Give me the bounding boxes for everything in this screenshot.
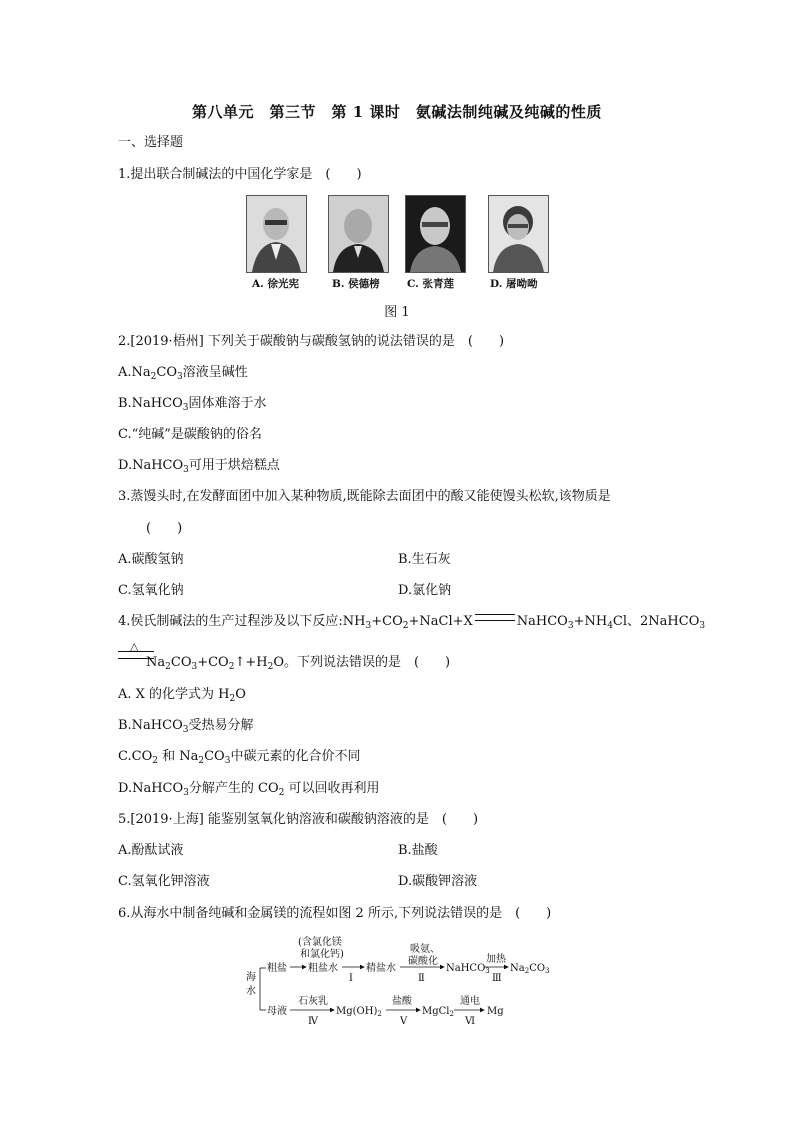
q2-option-c: C.“纯碱”是碳酸钠的俗名 [118, 427, 262, 442]
portrait-photo-d [488, 195, 549, 273]
flow-crude-brine: 粗盐水 [308, 963, 338, 974]
page-title: 第八单元 第三节 第 1 课时 氨碱法制纯碱及纯碱的性质 [192, 103, 602, 121]
q2-option-d: D.NaHCO$_3$可用于烘焙糕点 [118, 458, 280, 475]
flow-step-5: Ⅴ [400, 1016, 408, 1027]
flow-step-3: Ⅲ [492, 973, 502, 984]
flow-absorb-1: 吸氨、 [410, 944, 440, 955]
flow-nahco3: NaHCO$_3$ [446, 963, 490, 975]
q4-option-a: A. X 的化学式为 $H_2O$ [118, 687, 246, 704]
question-3-stem: 3.蒸馒头时,在发酵面团中加入某种物质,既能除去面团中的酸又能使馒头松软,该物质是 [118, 489, 611, 504]
flow-note-2: 和氯化钙) [300, 949, 344, 960]
heating-condition-symbol: △ [130, 640, 139, 653]
section-heading: 一、选择题 [118, 135, 184, 150]
q3-option-a: A.碳酸氢钠 [118, 552, 184, 567]
question-3-answer-paren: ( ) [146, 521, 183, 536]
flow-mother-liquor: 母液 [267, 1006, 287, 1017]
question-6-stem: 6.从海水中制备纯碱和金属镁的流程如图 2 所示,下列说法错误的是 ( ) [118, 906, 552, 921]
portrait-photo-a [246, 195, 307, 273]
q3-option-d: D.氯化钠 [398, 583, 452, 598]
flow-mg: Mg [487, 1006, 504, 1017]
flow-step-1: Ⅰ [349, 973, 353, 984]
option-b-caption: B. 侯德榜 [332, 278, 380, 290]
portrait-photo-b [328, 195, 389, 273]
question-1-photo-options [0, 195, 794, 295]
option-a-caption: A. 徐光宪 [252, 278, 299, 290]
flow-seawater-2: 水 [246, 986, 256, 997]
q3-option-c: C.氢氧化钠 [118, 583, 184, 598]
seawater-process-flow-diagram [240, 936, 560, 1028]
flow-lime-milk: 石灰乳 [298, 996, 328, 1007]
q2-option-a: $A.Na_2CO_3$溶液呈碱性 [118, 365, 248, 382]
question-4-stem-continued: $Na_2CO_3+CO_2↑+H_2O$。下列说法错误的是 ( ) [146, 655, 451, 672]
question-2-stem: 2.[2019·梧州] 下列关于碳酸钠与碳酸氢钠的说法错误的是 ( ) [118, 334, 505, 349]
flow-heat: 加热 [486, 954, 506, 965]
question-5-stem: 5.[2019·上海] 能鉴别氢氧化钠溶液和碳酸钠溶液的是 ( ) [118, 812, 479, 827]
q4-option-b: B.NaHCO$_3$受热易分解 [118, 718, 254, 735]
q4-option-d: D.NaHCO$_3$分解产生的 $CO_2$ 可以回收再利用 [118, 781, 380, 798]
flow-note-1: (含氯化镁 [298, 937, 342, 948]
q5-option-c: C.氢氧化钾溶液 [118, 874, 210, 889]
q5-option-b: B.盐酸 [398, 843, 438, 858]
q5-option-a: A.酚酞试液 [118, 843, 184, 858]
q5-option-d: D.碳酸钾溶液 [398, 874, 478, 889]
flow-step-2: Ⅱ [418, 973, 425, 984]
q2-option-b: B.NaHCO$_3$固体难溶于水 [118, 396, 267, 413]
flow-step-4: Ⅳ [308, 1016, 318, 1027]
question-1-stem: 1.提出联合制碱法的中国化学家是 ( ) [118, 167, 362, 182]
flow-seawater-1: 海 [246, 972, 256, 983]
flow-na2co3: $Na_2CO_3$ [510, 963, 550, 975]
option-c-caption: C. 张青莲 [407, 278, 454, 290]
flow-absorb-2: 碳酸化 [408, 956, 438, 967]
q3-option-b: B.生石灰 [398, 552, 451, 567]
flow-electrolysis: 通电 [460, 996, 480, 1007]
flow-mgcl2: MgCl$_2$ [422, 1006, 454, 1018]
q4-option-c: $C.CO_2$ 和 $Na_2CO_3$中碳元素的化合价不同 [118, 749, 361, 766]
flow-step-6: Ⅵ [465, 1016, 476, 1027]
question-4-stem: 4.侯氏制碱法的生产过程涉及以下反应$:NH_3+CO_2+NaCl+X$ $NaHCO_3+NH_4Cl$、2NaHCO$_3$ [118, 614, 706, 631]
portrait-photo-c [405, 195, 466, 273]
figure-1-label: 图 1 [384, 305, 410, 320]
flow-crude-salt: 粗盐 [267, 963, 287, 974]
flow-hydrochloric-acid: 盐酸 [392, 996, 412, 1007]
option-d-caption: D. 屠呦呦 [490, 278, 538, 290]
flow-mgoh2: $Mg(OH)_2$ [336, 1006, 382, 1018]
flow-fine-brine: 精盐水 [366, 963, 396, 974]
